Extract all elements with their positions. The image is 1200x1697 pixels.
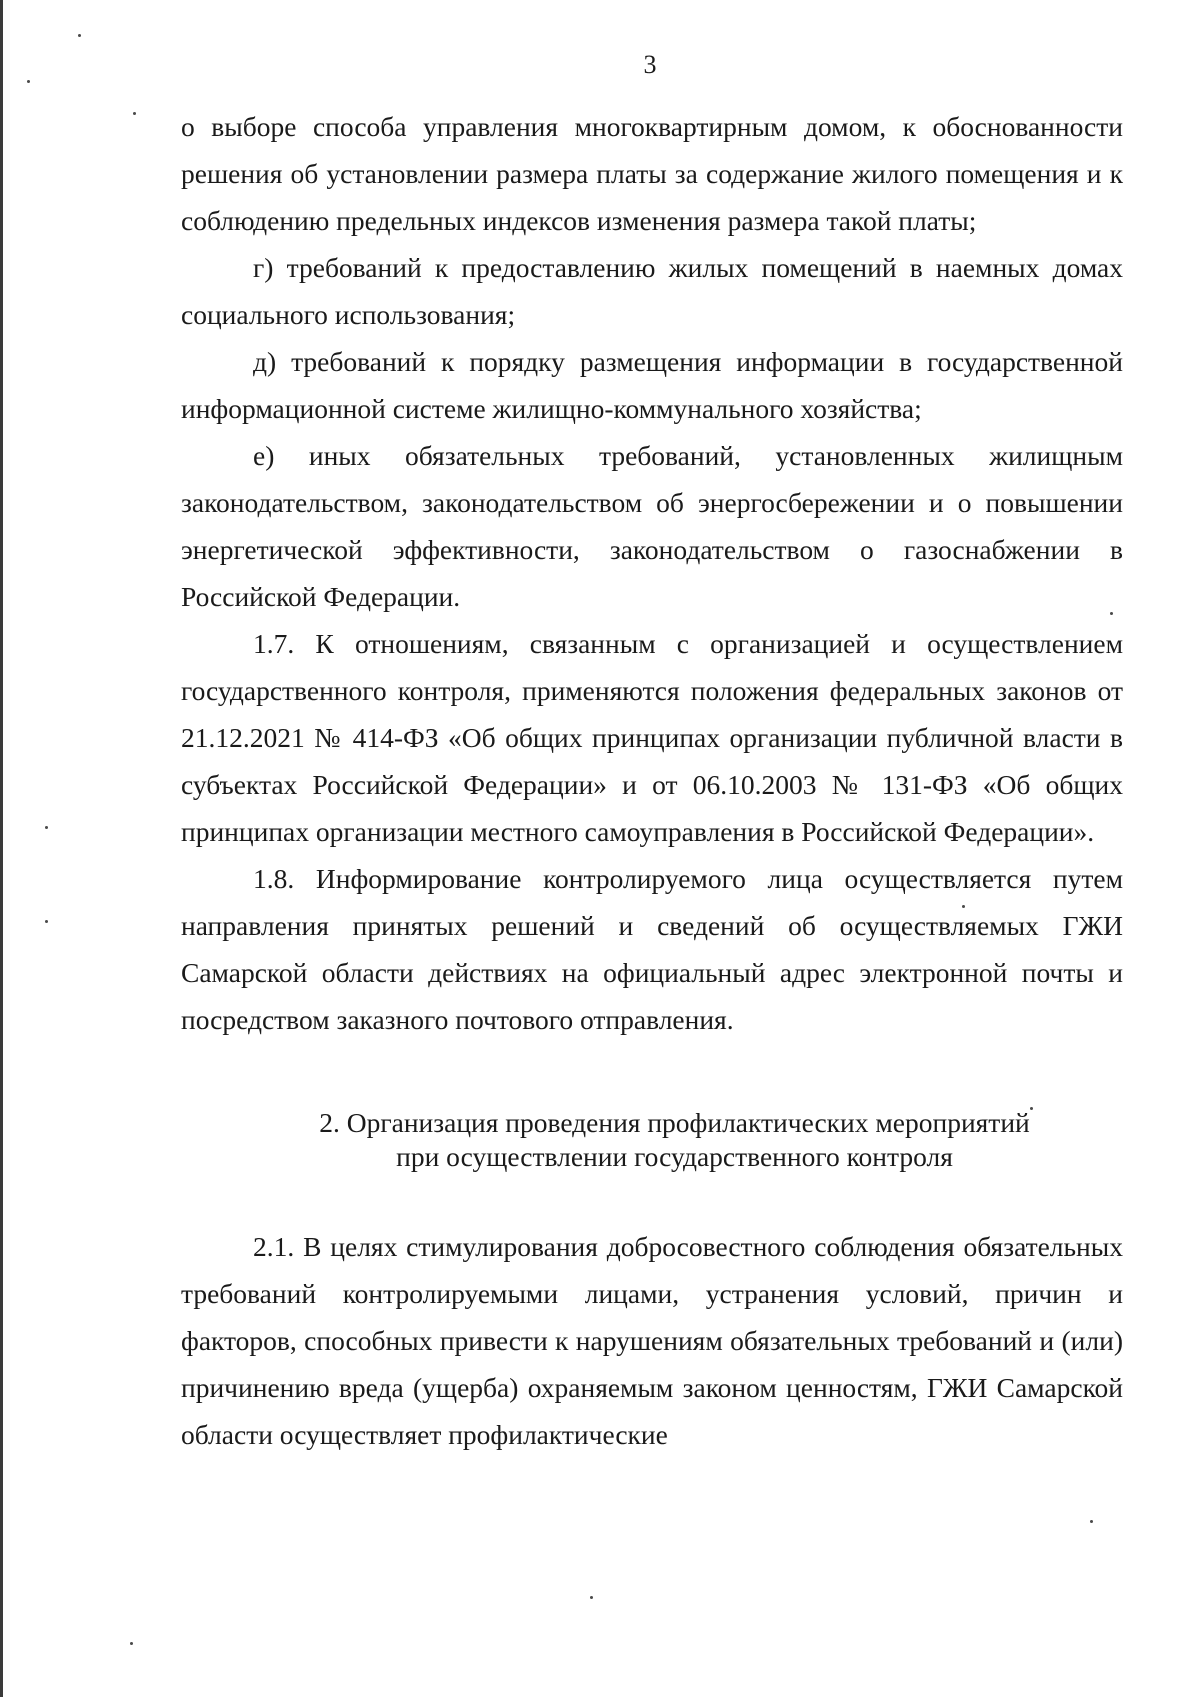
scan-speck (27, 80, 30, 83)
scan-speck (1030, 1107, 1033, 1110)
scan-speck (133, 112, 136, 115)
scan-speck (45, 826, 48, 829)
section-heading-line-1: 2. Организация проведения профилактических мероприятий (319, 1107, 1030, 1138)
paragraph-1-8: 1.8. Информирование контролируемого лица осуществляется путем направления принятых решений и сведений об осуществляемых ГЖИ Самарской области действиях на официальный адрес электронной почты и посредством заказного почтового отправления. (181, 863, 1123, 1035)
scan-speck (45, 920, 48, 923)
paragraph-item-d: д) требований к порядку размещения информации в государственной информационной системе жилищно-коммунального хозяйства; (181, 346, 1123, 424)
section-heading-line-2: при осуществлении государственного контроля (396, 1141, 953, 1172)
scan-speck (962, 905, 965, 908)
paragraph-2-1: 2.1. В целях стимулирования добросовестного соблюдения обязательных требований контролируемыми лицами, устранения условий, причин и факторов, способных привести к нарушениям обязательных требований и (или) причинению вреда (ущерба) охраняемым законом ценностям, ГЖИ Самарской области осуществляет профилактические (181, 1231, 1123, 1450)
scan-speck (590, 1596, 593, 1599)
document-body (181, 103, 1123, 1458)
page-number: 3 (643, 50, 657, 79)
section-heading (181, 1106, 1123, 1174)
paragraph-continuation: о выборе способа управления многоквартирным домом, к обоснованности решения об установлении размера платы за содержание жилого помещения и к соблюдению предельных индексов изменения размера такой платы; (181, 111, 1123, 236)
scan-speck (78, 34, 81, 37)
scan-speck (1090, 1520, 1093, 1523)
paragraph-item-g: г) требований к предоставлению жилых помещений в наемных домах социального использования; (181, 252, 1123, 330)
scan-left-edge (0, 0, 3, 1697)
scan-speck (1110, 612, 1113, 615)
paragraph-1-7: 1.7. К отношениям, связанным с организацией и осуществлением государственного контроля, применяются положения федеральных законов от 21.12.2021 № 414-ФЗ «Об общих принципах организации публичной власти в субъектах Российской Федерации» и от 06.10.2003 № 131-ФЗ «Об общих принципах организации местного самоуправления в Российской Федерации». (181, 628, 1123, 847)
paragraph-item-e: е) иных обязательных требований, установленных жилищным законодательством, законодательством об энергосбережении и о повышении энергетической эффективности, законодательством о газоснабжении в Российской Федерации. (181, 440, 1123, 612)
scan-speck (130, 1642, 133, 1645)
